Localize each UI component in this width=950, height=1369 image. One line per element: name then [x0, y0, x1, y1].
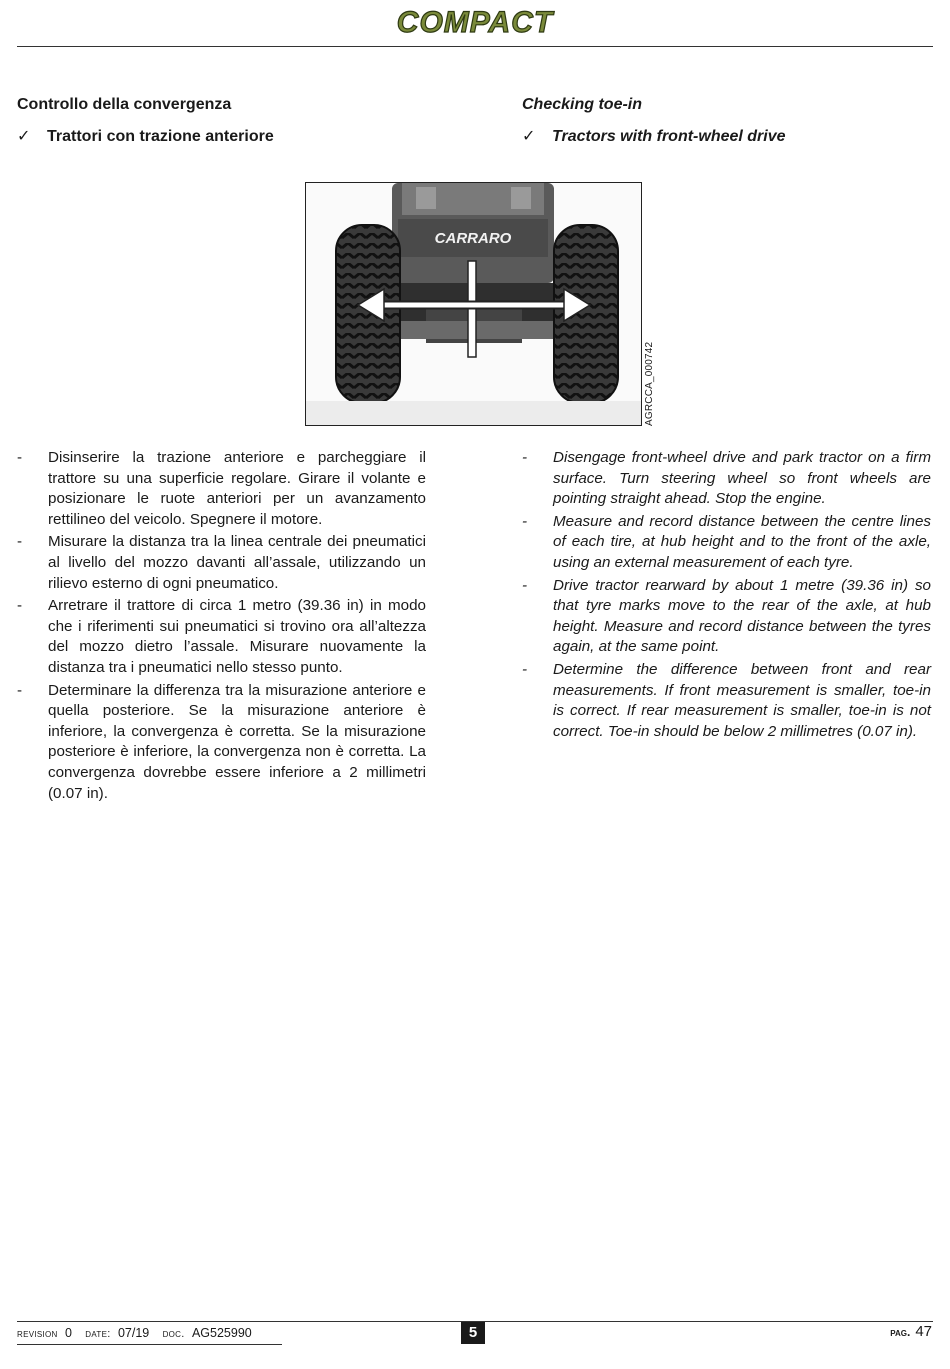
- svg-text:COMPACT: COMPACT: [396, 6, 554, 39]
- list-item: - Drive tractor rearward by about 1 metre (39.36 in) so that tyre marks move to the rear of the axle, at hub height. Measure and record distance between the tyres again, at the same point.: [522, 576, 931, 656]
- page-label: pag.: [890, 1325, 911, 1339]
- right-subtitle-text: Tractors with front-wheel drive: [552, 128, 786, 145]
- revision-value: 0: [64, 1326, 72, 1340]
- footer-revision-info: [17, 1326, 262, 1340]
- right-title: Checking toe-in: [522, 96, 643, 113]
- date-value: 07/19: [117, 1326, 150, 1340]
- left-subtitle: [17, 126, 274, 146]
- compact-logo: [360, 4, 590, 40]
- checkmark-icon: ✓: [17, 128, 31, 145]
- page-value: 47: [915, 1323, 932, 1340]
- doc-value: AG525990: [191, 1326, 252, 1340]
- revision-label: revision: [17, 1328, 58, 1340]
- list-item: - Determine the difference between front and rear measurements. If front measurement is smaller, toe-in is correct. If rear measurement is smaller, toe-in is not correct. Toe-in should be below 2 millimetres (0.07 in).: [522, 660, 931, 740]
- date-label: date:: [85, 1328, 111, 1340]
- tractor-illustration: [306, 183, 642, 426]
- list-item: - Measure and record distance between the centre lines of each tire, at hub height and to the front of the axle, using an external measurement of each tyre.: [522, 512, 931, 571]
- list-item: - Misurare la distanza tra la linea centrale dei pneumatici al livello del mozzo davanti all’assale, utilizzando un rilievo esterno di ogni pneumatico.: [17, 533, 426, 592]
- right-subtitle: [522, 126, 786, 146]
- left-subtitle-text: Trattori con trazione anteriore: [47, 128, 274, 145]
- list-item: - Arretrare il trattore di circa 1 metro (39.36 in) in modo che i riferimenti sui pneumatici si trovino ora all’altezza del mozzo dietro l’assale. Misurare nuovamente la distanza tra i pneumatici nello stesso punto.: [17, 597, 426, 676]
- header-rule: [17, 46, 933, 47]
- figure-code: AGRCCA_000742: [644, 341, 655, 426]
- left-title: Controllo della convergenza: [17, 96, 232, 113]
- right-steps-list: [522, 448, 931, 744]
- doc-label: doc.: [162, 1328, 185, 1340]
- list-item: - Disinserire la trazione anteriore e parcheggiare il trattore su una superficie regolare. Girare il volante e posizionare le ruote anteriori per un avanzamento rettilineo del veicolo. Spegnere il motore.: [17, 449, 426, 528]
- tractor-photo: [305, 182, 642, 426]
- list-item: - Determinare la differenza tra la misurazione anteriore e quella posteriore. Se la misurazione anteriore è inferiore, la convergenza è corretta. Se la misurazione posteriore è inferiore, la convergenza non è corretta. La convergenza dovrebbe essere inferiore a 2 millimetri (0.07 in).: [17, 681, 426, 802]
- checkmark-icon: ✓: [522, 128, 536, 145]
- list-item: - Disengage front-wheel drive and park tractor on a firm surface. Turn steering wheel so front wheels are pointing straight ahead. Stop the engine.: [522, 449, 931, 508]
- page-number: [890, 1323, 932, 1340]
- footer-left-rule: [17, 1344, 282, 1345]
- left-steps-list: [17, 448, 426, 806]
- svg-text:CARRARO: CARRARO: [434, 230, 512, 247]
- section-number: 5: [461, 1322, 485, 1344]
